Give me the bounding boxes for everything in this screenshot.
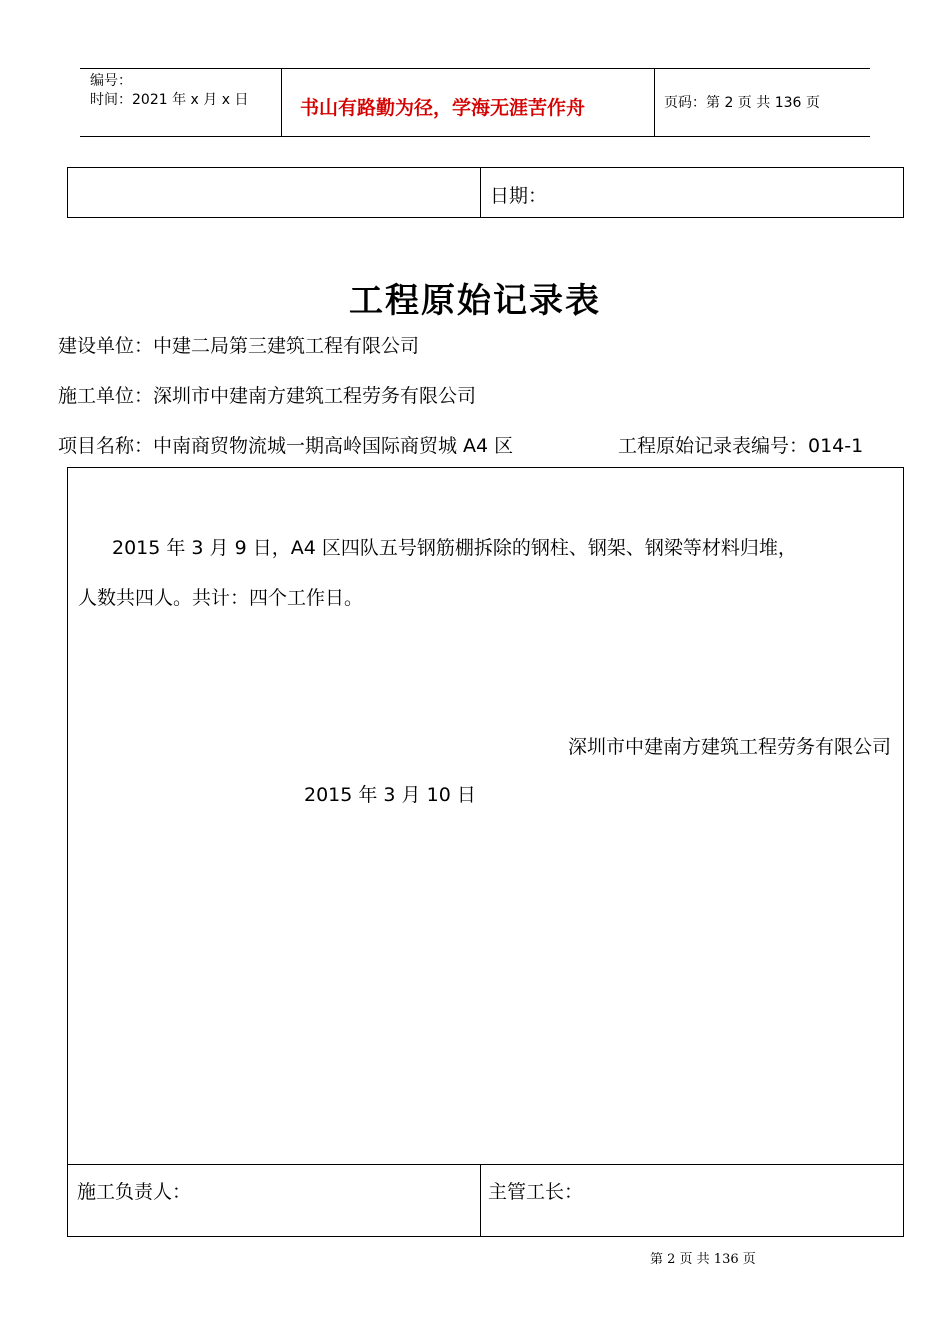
builder-unit: 建设单位：中建二局第三建筑工程有限公司: [58, 335, 420, 357]
document-time: 时间：2021 年 x 月 x 日: [90, 92, 249, 108]
supervisor-signature-label: 主管工长：: [488, 1181, 584, 1203]
date-table: [67, 167, 904, 218]
header-top-rule: [80, 68, 870, 69]
record-text-line-1: 2015 年 3 月 9 日，A4 区四队五号钢筋棚拆除的钢柱、钢架、钢梁等材料归堆，: [112, 537, 797, 559]
form-title: 工程原始记录表: [349, 281, 601, 321]
header-motto: 书山有路勤为径，学海无涯苦作舟: [300, 97, 586, 119]
site-manager-signature-label: 施工负责人：: [77, 1181, 192, 1203]
signature-row-rule: [68, 1164, 903, 1165]
date-label: 日期：: [490, 185, 548, 207]
header-page-info: 页码：第 2 页 共 136 页: [664, 95, 820, 111]
header-divider-left: [281, 68, 282, 136]
date-table-divider: [480, 168, 481, 217]
signature-row-divider: [480, 1164, 481, 1236]
header-divider-right: [654, 68, 655, 136]
record-company: 深圳市中建南方建筑工程劳务有限公司: [567, 736, 891, 758]
record-date: 2015 年 3 月 10 日: [304, 784, 476, 806]
record-number: 工程原始记录表编号：014-1: [618, 435, 864, 457]
contractor-unit: 施工单位：深圳市中建南方建筑工程劳务有限公司: [58, 385, 477, 407]
record-text-line-2: 人数共四人。共计：四个工作日。: [78, 587, 364, 609]
project-name: 项目名称：中南商贸物流城一期高岭国际商贸城 A4 区: [58, 435, 514, 457]
header-bottom-rule: [80, 136, 870, 137]
record-table: [67, 467, 904, 1237]
document-number-label: 编号：: [90, 73, 132, 89]
page-footer: 第 2 页 共 136 页: [650, 1252, 756, 1267]
